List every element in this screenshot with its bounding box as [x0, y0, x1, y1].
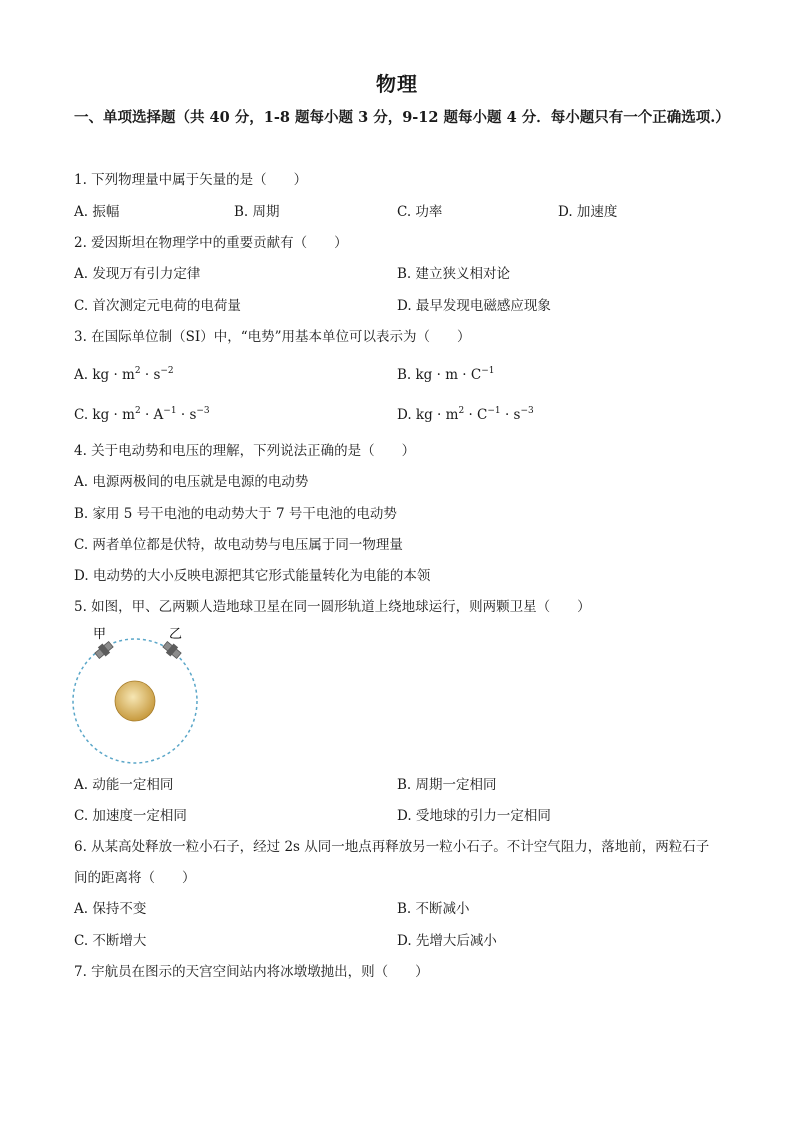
satellite-yi-icon [161, 640, 183, 661]
q1-option-d: D. 加速度 [558, 204, 618, 220]
q3-option-a: A. kg · $m^2 \cdot s^{-2}$ [74, 366, 174, 383]
q2-option-b: B. 建立狭义相对论 [397, 266, 511, 282]
satellite-jia-icon [93, 640, 115, 661]
question-4-stem: 4. 关于电动势和电压的理解，下列说法正确的是（ ） [74, 443, 416, 459]
q5-option-b: B. 周期一定相同 [397, 777, 497, 793]
label-jia: 甲 [93, 627, 107, 642]
q2-option-d: D. 最早发现电磁感应现象 [397, 298, 551, 314]
q2-option-a: A. 发现万有引力定律 [74, 266, 201, 282]
q5-option-c: C. 加速度一定相同 [74, 808, 187, 824]
q4-option-d: D. 电动势的大小反映电源把其它形式能量转化为电能的本领 [74, 568, 431, 584]
q1-option-b: B. 周期 [234, 204, 280, 220]
question-6-stem-continued: 间的距离将（ ） [74, 870, 196, 886]
earth-icon [115, 681, 155, 721]
question-2-stem: 2. 爱因斯坦在物理学中的重要贡献有（ ） [74, 235, 348, 251]
q4-option-a: A. 电源两极间的电压就是电源的电动势 [74, 474, 309, 490]
label-yi: 乙 [169, 627, 183, 642]
question-5-stem: 5. 如图，甲、乙两颗人造地球卫星在同一圆形轨道上绕地球运行，则两颗卫星（ ） [74, 599, 591, 615]
q5-option-a: A. 动能一定相同 [74, 777, 174, 793]
page-title: 物理 [376, 72, 418, 96]
q1-option-a: A. 振幅 [74, 204, 120, 220]
q3-option-d: D. kg · $m^2 \cdot C^{-1} \cdot s^{-3}$ [397, 406, 534, 423]
orbit-figure [66, 620, 206, 770]
q1-option-c: C. 功率 [397, 204, 443, 220]
q2-option-c: C. 首次测定元电荷的电荷量 [74, 298, 241, 314]
q6-option-c: C. 不断增大 [74, 933, 147, 949]
q6-option-a: A. 保持不变 [74, 901, 147, 917]
q3-option-c: C. kg · $m^2 \cdot A^{-1} \cdot s^{-3}$ [74, 406, 210, 423]
question-7-stem: 7. 宇航员在图示的天宫空间站内将冰墩墩抛出，则（ ） [74, 964, 429, 980]
q4-option-c: C. 两者单位都是伏特，故电动势与电压属于同一物理量 [74, 537, 403, 553]
q6-option-d: D. 先增大后减小 [397, 933, 497, 949]
section-heading: 一、单项选择题（共 40 分，1-8 题每小题 3 分，9-12 题每小题 4 分．每小题只有一个正确选项.） [74, 109, 730, 126]
question-1-stem: 1. 下列物理量中属于矢量的是（ ） [74, 172, 308, 188]
question-6-stem: 6. 从某高处释放一粒小石子，经过 2s 从同一地点再释放另一粒小石子。不计空气阻力，落地前，两粒石子 [74, 839, 710, 855]
q5-option-d: D. 受地球的引力一定相同 [397, 808, 551, 824]
satellite-orbit-diagram [66, 620, 206, 770]
question-3-stem: 3. 在国际单位制（SI）中，“电势”用基本单位可以表示为（ ） [74, 329, 471, 345]
q6-option-b: B. 不断减小 [397, 901, 470, 917]
q4-option-b: B. 家用 5 号干电池的电动势大于 7 号干电池的电动势 [74, 506, 397, 522]
q3-option-b: B. kg · $m \cdot C^{-1}$ [397, 366, 495, 383]
